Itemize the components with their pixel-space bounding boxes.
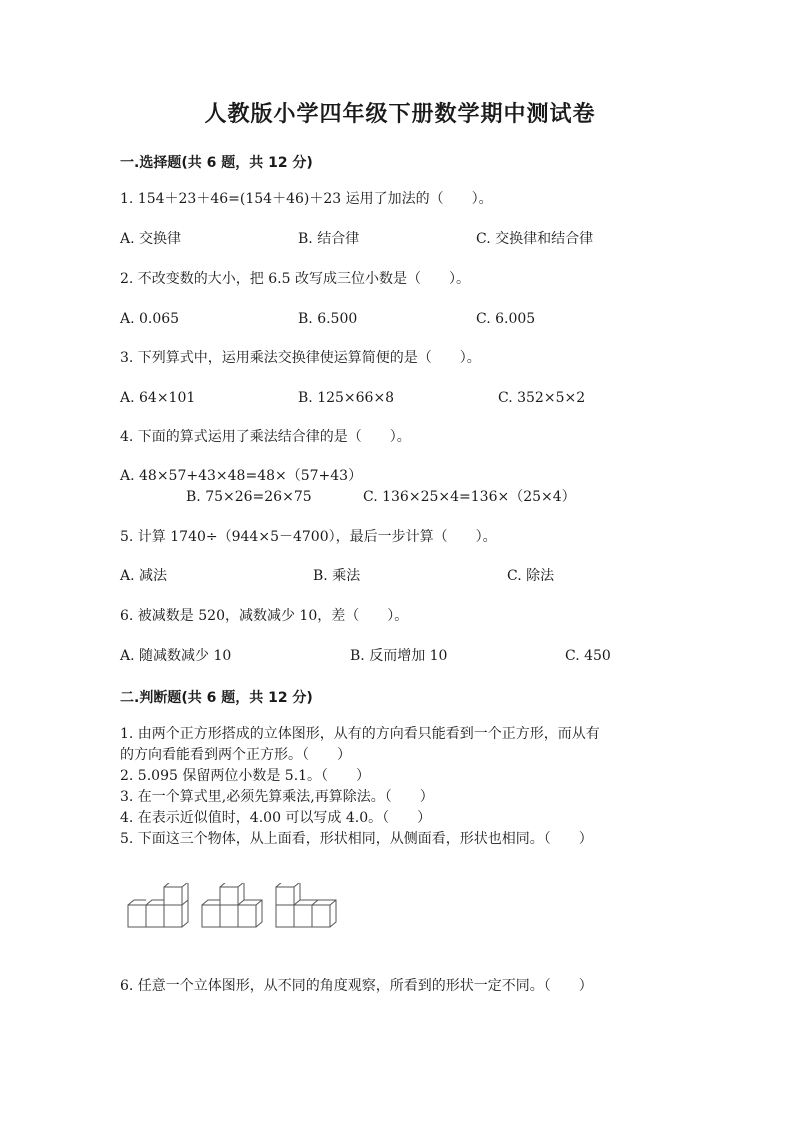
q5-option-a: A. 减法 — [120, 568, 168, 584]
q5-option-c: C. 除法 — [507, 568, 555, 584]
q4-option-a: A. 48×57+43×48=48×（57+43） — [120, 468, 363, 484]
judge-4: 4. 在表示近似值时，4.00 可以写成 4.0。（ ） — [120, 810, 432, 826]
q6-option-b: B. 反而增加 10 — [350, 648, 448, 664]
cube-object-1 — [128, 883, 188, 927]
judge-3: 3. 在一个算式里,必须先算乘法,再算除法。（ ） — [120, 789, 434, 805]
judge-1-line-2: 的方向看能看到两个正方形。（ ） — [120, 747, 351, 763]
page-title: 人教版小学四年级下册数学期中测试卷 — [204, 101, 596, 127]
q3-option-a: A. 64×101 — [120, 390, 196, 406]
q3-option-c: C. 352×5×2 — [498, 390, 586, 406]
judge-1-line-1: 1. 由两个正方形搭成的立体图形，从有的方向看只能看到一个正方形，而从有 — [120, 726, 600, 742]
section-heading-choice: 一.选择题(共 6 题，共 12 分) — [120, 155, 313, 171]
question-5: 5. 计算 1740÷（944×5－4700），最后一步计算（ ）。 — [120, 529, 497, 545]
question-3: 3. 下列算式中，运用乘法交换律使运算简便的是（ ）。 — [120, 350, 481, 366]
cube-object-2 — [202, 883, 262, 927]
q6-option-a: A. 随减数减少 10 — [120, 648, 232, 664]
question-4: 4. 下面的算式运用了乘法结合律的是（ ）。 — [120, 429, 411, 445]
q5-option-b: B. 乘法 — [313, 568, 361, 584]
q4-option-b: B. 75×26=26×75 — [186, 489, 312, 505]
q2-option-b: B. 6.500 — [298, 311, 358, 327]
judge-6: 6. 任意一个立体图形，从不同的角度观察，所看到的形状一定不同。（ ） — [120, 978, 593, 994]
judge-2: 2. 5.095 保留两位小数是 5.1。（ ） — [120, 768, 371, 784]
question-6: 6. 被减数是 520，减数减少 10，差（ ）。 — [120, 608, 409, 624]
q2-option-c: C. 6.005 — [476, 311, 536, 327]
q1-option-b: B. 结合律 — [298, 231, 360, 247]
question-2: 2. 不改变数的大小，把 6.5 改写成三位小数是（ ）。 — [120, 271, 470, 287]
q1-option-c: C. 交换律和结合律 — [476, 231, 594, 247]
cube-object-3 — [276, 883, 336, 927]
question-1: 1. 154＋23＋46=(154＋46)＋23 运用了加法的（ ）。 — [120, 191, 493, 207]
q3-option-b: B. 125×66×8 — [298, 390, 395, 406]
section-heading-judge: 二.判断题(共 6 题，共 12 分) — [120, 690, 313, 706]
q1-option-a: A. 交换律 — [120, 231, 182, 247]
q4-option-c: C. 136×25×4=136×（25×4） — [363, 489, 576, 505]
judge-5: 5. 下面这三个物体，从上面看，形状相同，从侧面看，形状也相同。（ ） — [120, 831, 593, 847]
cube-objects-figure — [126, 883, 342, 933]
q6-option-c: C. 450 — [565, 648, 611, 664]
q2-option-a: A. 0.065 — [120, 311, 180, 327]
